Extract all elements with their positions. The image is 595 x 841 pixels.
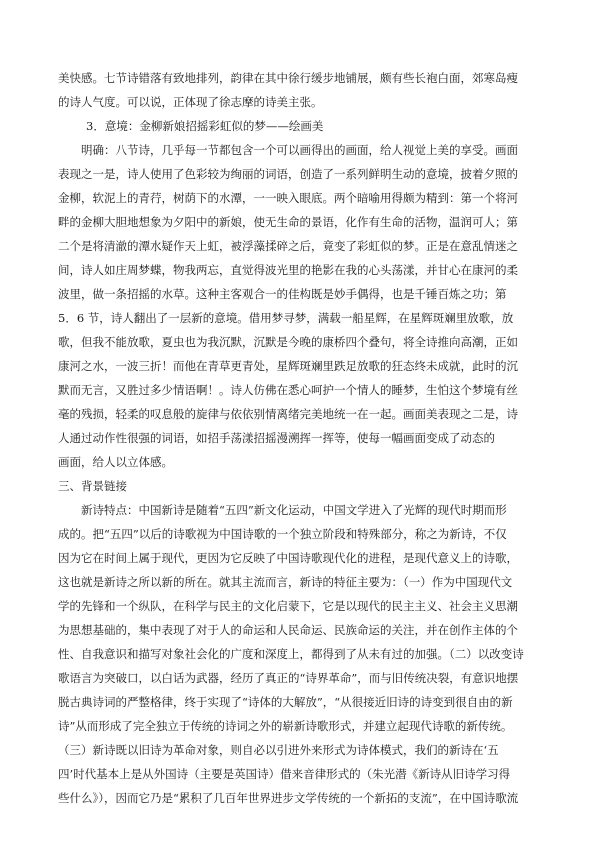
text-line: 二个是将清澈的潭水疑作天上虹，被浮藻揉碎之后，竟变了彩虹似的梦。正是在意乱情迷之 bbox=[58, 239, 518, 253]
text-line: （三）新诗既以旧诗为革命对象，则自必以引进外来形式为诗体模式，我们的新诗在‘五 bbox=[58, 743, 499, 757]
text-line: 美快感。七节诗错落有致地排列，韵律在其中徐行缓步地铺展，颇有些长袍白面，郊寒岛瘦 bbox=[58, 71, 518, 85]
text-line: 5．6 节，诗人翻出了一层新的意境。借用梦寻梦，满载一船星辉，在星辉斑斓里放歌，放 bbox=[58, 311, 514, 325]
text-line: 些什么》），因而它乃是“累积了几百年世界进步文学传统的一个新拓的支流”，在中国诗歌流 bbox=[58, 791, 519, 805]
text-line: 康河之水，一波三折！而他在青草更青处，星辉斑斓里跌足放歌的狂态终未成就，此时的沉 bbox=[58, 359, 518, 373]
text-line: 四’时代基本上是从外国诗（主要是英国诗）借来音律形式的（朱光潜《新诗从旧诗学习得 bbox=[58, 767, 511, 781]
text-line: 脱古典诗词的严整格律，终于实现了“诗体的大解放”，“从很接近旧诗的诗变到很自由的新 bbox=[58, 695, 513, 709]
text-line: 学的先锋和一个纵队，在科学与民主的文化启蒙下，它是以现代的民主主义、社会主义思潮 bbox=[58, 599, 518, 613]
text-line: 的诗人气度。可以说，正体现了徐志摩的诗美主张。 bbox=[58, 95, 323, 109]
text-line: 表现之一是，诗人使用了色彩较为绚丽的词语，创造了一系列鲜明生动的意境，披着夕照的 bbox=[58, 167, 518, 181]
text-line: 这也就是新诗之所以新的所在。就其主流而言，新诗的特征主要为：（一）作为中国现代文 bbox=[58, 575, 513, 589]
text-line: 默而无言，又胜过多少情语啊！。诗人仿佛在悉心呵护一个情人的睡梦，生怕这个梦境有丝 bbox=[58, 383, 518, 397]
text-line: 诗”从而形成了完全独立于传统的诗词之外的崭新诗歌形式，并建立起现代诗歌的新传统。 bbox=[58, 719, 513, 733]
document-body bbox=[58, 66, 534, 810]
text-line: 畔的金柳大胆地想象为夕阳中的新娘，使无生命的景语，化作有生命的活物，温润可人；第 bbox=[58, 215, 518, 229]
text-line: 金柳，软泥上的青荇，树荫下的水潭，一一映入眼底。两个暗喻用得颇为精到：第一个将河 bbox=[58, 191, 518, 205]
text-line: 波里，做一条招摇的水草。这种主客观合一的佳构既是妙手偶得，也是千锤百炼之功；第 bbox=[58, 287, 507, 301]
text-line: 为思想基础的，集中表现了对于人的命运和人民命运、民族命运的关注，并在创作主体的个 bbox=[58, 623, 518, 637]
text-line: 画面，给人以立体感。 bbox=[58, 455, 173, 469]
text-line: 歌，但我不能放歌，夏虫也为我沉默，沉默是今晚的康桥四个叠句，将全诗推向高潮，正如 bbox=[58, 335, 518, 349]
text-line: 歌语言为突破口，以白话为武器，经历了真正的“诗界革命”，而与旧传统决裂，有意识地摆 bbox=[58, 671, 519, 685]
text-line: 明确：八节诗，几乎每一节都包含一个可以画得出的画面，给人视觉上美的享受。画面 bbox=[81, 143, 518, 157]
text-line: 性、自我意识和描写对象社会化的广度和深度上，都得到了从未有过的加强。（二）以改变诗 bbox=[58, 647, 524, 661]
text-line: 因为它在时间上属于现代，更因为它反映了中国诗歌现代化的进程，是现代意义上的诗歌， bbox=[58, 551, 518, 565]
text-line: 成的。把“五四”以后的诗歌视为中国诗歌的一个独立阶段和特殊部分，称之为新诗，不仅 bbox=[58, 527, 507, 541]
text-line: 人通过动作性很强的词语，如招手荡漾招摇漫溯挥一挥等，使每一幅画面变成了动态的 bbox=[58, 431, 495, 445]
text-line: 新诗特点：中国新诗是随着“五四”新文化运动，中国文学进入了光辉的现代时期而形 bbox=[81, 503, 507, 517]
text-line: 三、背景链接 bbox=[58, 479, 127, 493]
text-line: 3．意境：金柳新娘招摇彩虹似的梦——绘画美 bbox=[86, 119, 324, 133]
text-line: 间，诗人如庄周梦蝶，物我两忘，直觉得波光里的艳影在我的心头荡漾，并甘心在康河的柔 bbox=[58, 263, 518, 277]
text-line: 毫的残损，轻柔的叹息般的旋律与依依别情离绪完美地统一在一起。画面美表现之二是，诗 bbox=[58, 407, 518, 421]
